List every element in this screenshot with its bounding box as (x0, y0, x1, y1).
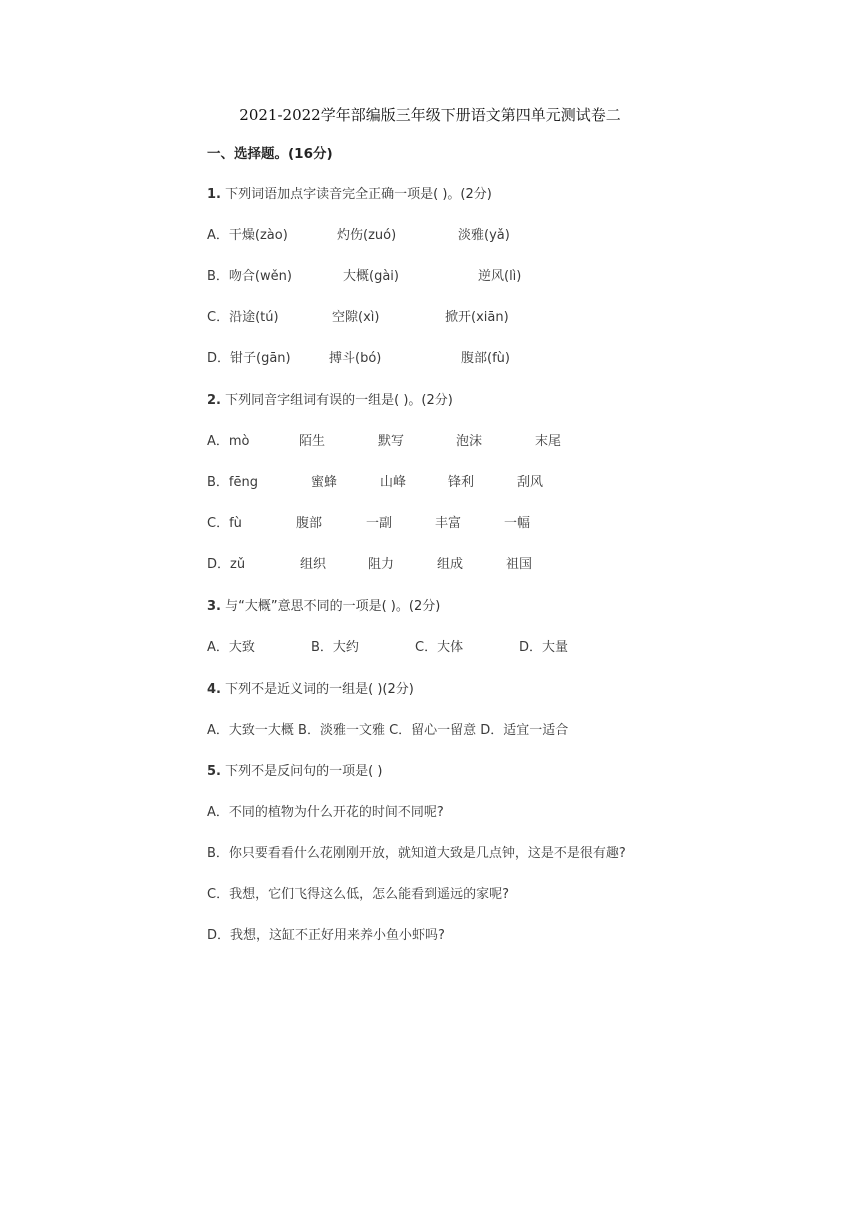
option-word: 蜜蜂 (311, 475, 338, 490)
option-term: 逆风(lì) (478, 269, 522, 284)
option-label-term: B．吻合(wěn) (207, 269, 292, 284)
q5-option-c: C．我想，它们飞得这么低，怎么能看到遥远的家呢? (207, 887, 509, 902)
option-term: 腹部(fù) (461, 351, 510, 366)
question-number: 2. (207, 393, 221, 408)
question-prompt: 下列不是反问句的一项是( ) (225, 764, 383, 779)
option-c: C．大体 (415, 640, 464, 655)
option-d: D．大量 (519, 640, 569, 655)
option-term: 淡雅(yǎ) (458, 228, 510, 243)
option-word: 锋利 (448, 475, 475, 490)
option-word: 山峰 (380, 475, 407, 490)
option-word: 丰富 (435, 516, 462, 531)
question-prompt: 下列不是近义词的一组是( )(2分) (225, 682, 414, 697)
option-label-term: A．干燥(zào) (207, 228, 288, 243)
question-5 (207, 760, 382, 779)
page-title: 2021-2022学年部编版三年级下册语文第四单元测试卷二 (239, 106, 621, 124)
question-prompt: 与“大概”意思不同的一项是( )。(2分) (225, 599, 441, 614)
option-word: 组成 (437, 557, 464, 572)
question-prompt: 下列同音字组词有误的一组是( )。(2分) (225, 393, 453, 408)
option-word: 刮风 (517, 475, 544, 490)
option-label-pinyin: C．fù (207, 516, 242, 531)
question-number: 4. (207, 682, 221, 697)
option-word: 组织 (300, 557, 327, 572)
option-term: 大概(gài) (343, 269, 399, 284)
q5-option-a: A．不同的植物为什么开花的时间不同呢? (207, 805, 444, 820)
option-word: 末尾 (535, 434, 562, 449)
question-2 (207, 389, 453, 408)
option-word: 一副 (366, 516, 393, 531)
option-term: 空隙(xì) (332, 310, 380, 325)
option-term: 搏斗(bó) (329, 351, 382, 366)
option-word: 陌生 (299, 434, 326, 449)
option-label-pinyin: B．fēng (207, 475, 258, 490)
option-b: B．大约 (311, 640, 359, 655)
option-label-pinyin: A．mò (207, 434, 250, 449)
option-word: 祖国 (506, 557, 533, 572)
option-term: 掀开(xiān) (445, 310, 509, 325)
q5-option-b: B．你只要看看什么花刚刚开放，就知道大致是几点钟，这是不是很有趣? (207, 846, 626, 861)
question-4 (207, 678, 414, 697)
option-word: 泡沫 (456, 434, 483, 449)
option-label-pinyin: D．zǔ (207, 557, 246, 572)
question-number: 5. (207, 764, 221, 779)
question-number: 1. (207, 187, 221, 202)
option-word: 腹部 (296, 516, 323, 531)
q4-options: A．大致一大概 B．淡雅一文雅 C．留心一留意 D．适宜一适合 (207, 723, 569, 738)
option-label-term: C．沿途(tú) (207, 310, 279, 325)
option-word: 一幅 (504, 516, 531, 531)
question-1 (207, 183, 492, 202)
question-number: 3. (207, 599, 221, 614)
section-heading: 一、选择题。(16分) (207, 146, 333, 162)
q5-option-d: D．我想，这缸不正好用来养小鱼小虾吗? (207, 928, 445, 943)
option-word: 默写 (378, 434, 405, 449)
question-prompt: 下列词语加点字读音完全正确一项是( )。(2分) (225, 187, 492, 202)
option-term: 灼伤(zuó) (337, 228, 397, 243)
option-word: 阻力 (368, 557, 395, 572)
option-label-term: D．钳子(gān) (207, 351, 291, 366)
question-3 (207, 595, 440, 614)
option-a: A．大致 (207, 640, 255, 655)
